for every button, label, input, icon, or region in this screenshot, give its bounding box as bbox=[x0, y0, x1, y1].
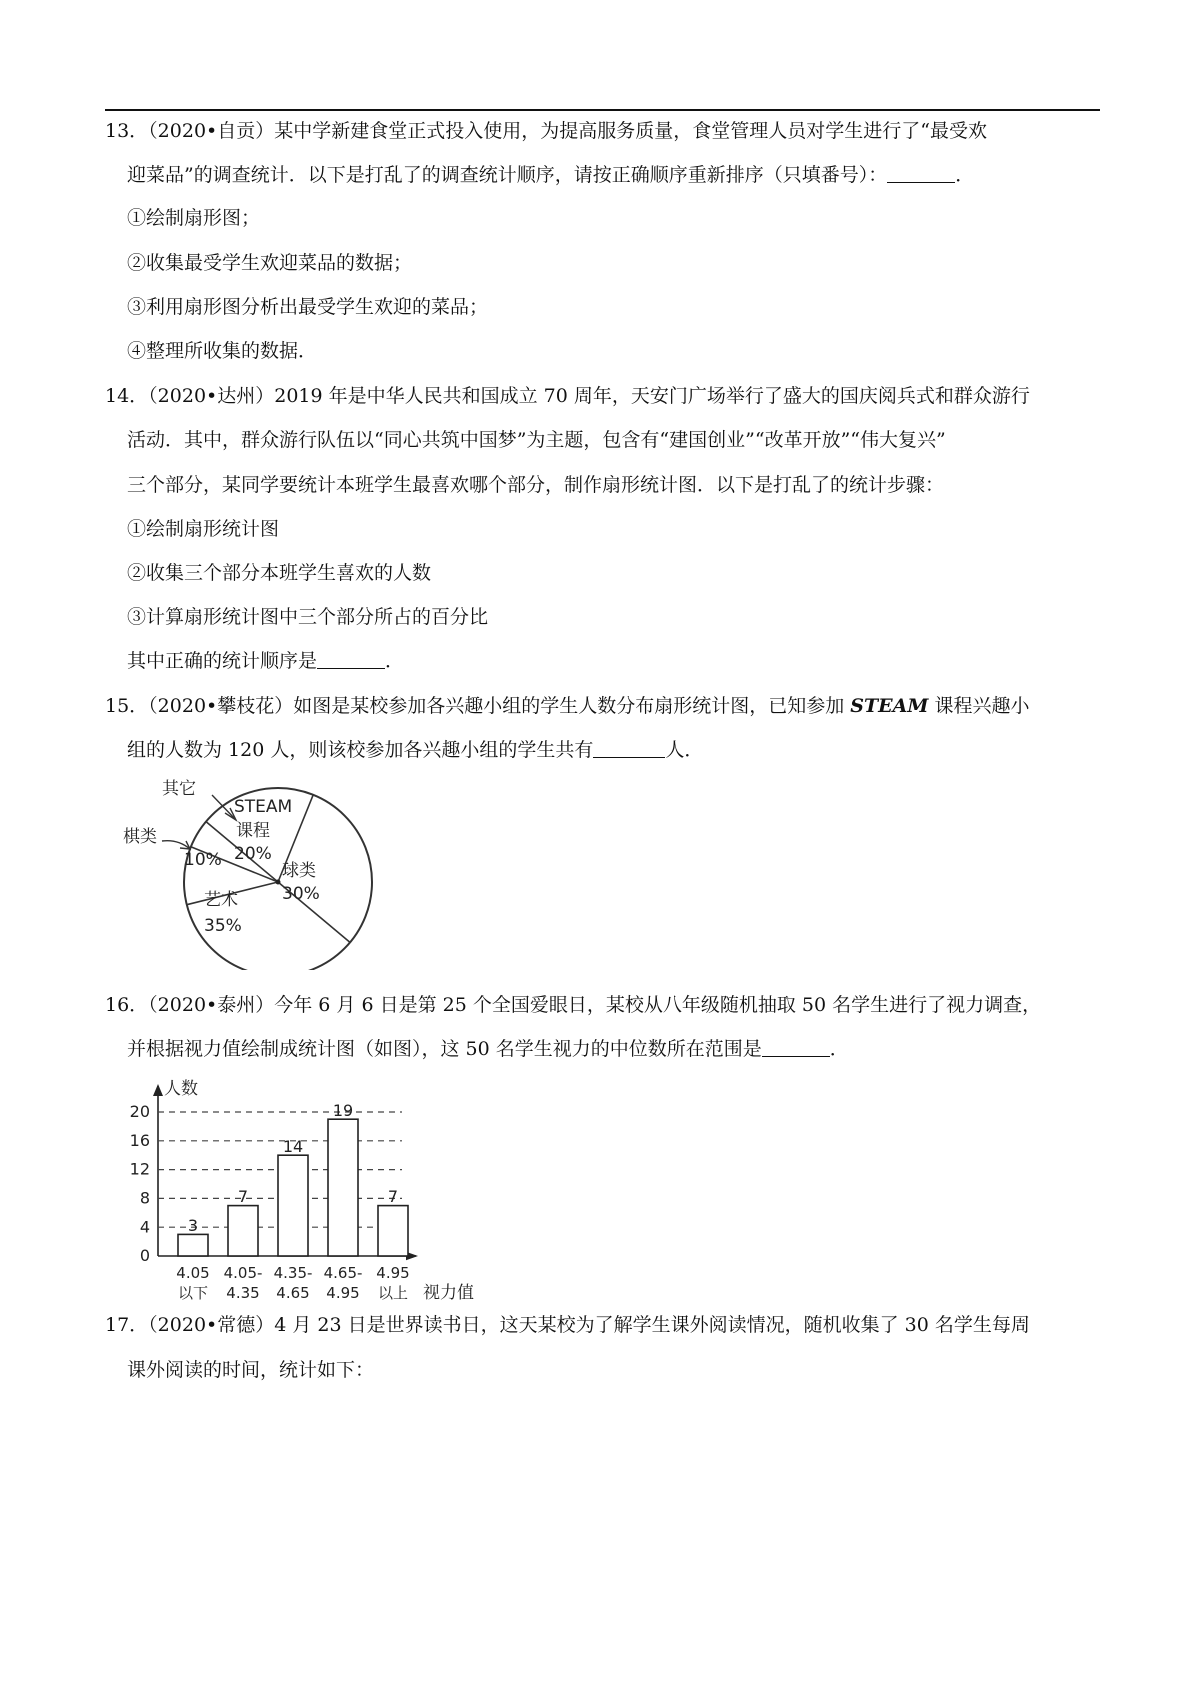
x-tick-label-3-0: 4.65- bbox=[323, 1264, 363, 1282]
q13-item-4: ④整理所收集的数据． bbox=[127, 340, 318, 362]
label-other: 其它 bbox=[162, 779, 196, 799]
pie-chart-figure bbox=[120, 765, 380, 970]
q14-line1: 14．（2020•达州）2019 年是中华人民共和国成立 70 周年，天安门广场举行了盛大的国庆阅兵式和群众游行 bbox=[105, 385, 1030, 407]
y-tick-label-20: 20 bbox=[129, 1102, 150, 1122]
answer-blank-14 bbox=[317, 650, 385, 669]
bar-4 bbox=[378, 1206, 408, 1256]
q13-line2 bbox=[127, 162, 974, 188]
label-chess: 棋类 bbox=[123, 827, 157, 847]
bar-1 bbox=[228, 1206, 258, 1256]
q17-line1: 17．（2020•常德）4 月 23 日是世界读书日，这天某校为了解学生课外阅读情况，随机收集了 30 名学生每周 bbox=[105, 1314, 1030, 1336]
x-tick-label-1-0: 4.05- bbox=[223, 1264, 263, 1282]
x-tick-label-0-1: 以下 bbox=[177, 1284, 209, 1302]
q15-line1-text: 15．（2020•攀枝花）如图是某校参加各兴趣小组的学生人数分布扇形统计图，已知参加 bbox=[105, 695, 851, 717]
bar-value-label-2: 14 bbox=[282, 1136, 304, 1156]
x-tick-label-2-0: 4.35- bbox=[273, 1264, 313, 1282]
q15-line1 bbox=[105, 693, 1029, 719]
bar-0 bbox=[178, 1234, 208, 1256]
bar-layer bbox=[130, 1084, 418, 1302]
x-tick-label-1-1: 4.35 bbox=[226, 1284, 260, 1302]
bar-value-label-3: 19 bbox=[332, 1100, 354, 1120]
q14-last-text: 其中正确的统计顺序是 bbox=[127, 650, 318, 672]
q14-item-1: ①绘制扇形统计图 bbox=[127, 518, 280, 540]
bar-chart bbox=[120, 1074, 540, 1310]
bar-value-label-1: 7 bbox=[237, 1187, 249, 1207]
q16-line2-end: ． bbox=[829, 1038, 849, 1060]
q15-line1-end: 课程兴趣小 bbox=[928, 695, 1030, 717]
q14-last-line bbox=[127, 648, 404, 674]
q16-line2 bbox=[127, 1036, 849, 1062]
q13-item-2: ②收集最受学生欢迎菜品的数据； bbox=[127, 252, 413, 274]
y-tick-label-12: 12 bbox=[129, 1159, 150, 1179]
label-steam-l2: 课程 bbox=[236, 821, 270, 841]
bar-3 bbox=[328, 1119, 358, 1256]
label-art-pct: 35% bbox=[204, 916, 242, 936]
y-tick-label-4: 4 bbox=[139, 1217, 150, 1237]
label-steam-pct: 20% bbox=[234, 844, 272, 864]
q15-line2 bbox=[127, 737, 703, 763]
pie-center-dot bbox=[276, 880, 281, 885]
x-axis-label: 视力值 bbox=[423, 1283, 474, 1303]
y-tick-label-8: 8 bbox=[139, 1188, 150, 1208]
q17-line2: 课外阅读的时间，统计如下： bbox=[127, 1359, 375, 1381]
bar-2 bbox=[278, 1155, 308, 1256]
y-axis-label: 人数 bbox=[164, 1079, 198, 1099]
x-tick-label-4-0: 4.95 bbox=[376, 1264, 410, 1282]
bar-chart-figure bbox=[120, 1074, 540, 1310]
q16-line1: 16．（2020•泰州）今年 6 月 6 日是第 25 个全国爱眼日，某校从八年级随机抽取 50 名学生进行了视力调查， bbox=[105, 994, 1042, 1016]
x-tick-label-4-1: 以上 bbox=[377, 1284, 409, 1302]
q15-line2-end: 人． bbox=[665, 739, 704, 761]
label-steam-l1: STEAM bbox=[234, 797, 293, 817]
y-axis-arrow bbox=[153, 1084, 163, 1096]
label-ball: 球类 bbox=[282, 861, 316, 881]
x-tick-label-2-1: 4.65 bbox=[276, 1284, 310, 1302]
bar-value-label-4: 7 bbox=[387, 1187, 399, 1207]
y-tick-label-0: 0 bbox=[139, 1246, 150, 1266]
q14-line2: 活动．其中，群众游行队伍以“同心共筑中国梦”为主题，包含有“建国创业”“改革开放”“伟大复兴” bbox=[127, 429, 946, 451]
y-tick-label-16: 16 bbox=[129, 1130, 150, 1150]
bar-value-label-0: 3 bbox=[187, 1216, 199, 1235]
q13-line1: 13．（2020•自贡）某中学新建食堂正式投入使用，为提高服务质量，食堂管理人员对学生进行了“最受欢 bbox=[105, 120, 987, 142]
q13-item-1: ①绘制扇形图； bbox=[127, 207, 261, 229]
q13-item-3: ③利用扇形图分析出最受学生欢迎的菜品； bbox=[127, 296, 489, 318]
q14-item-2: ②收集三个部分本班学生喜欢的人数 bbox=[127, 562, 432, 584]
q14-last-end: ． bbox=[385, 650, 405, 672]
label-ball-pct: 30% bbox=[282, 884, 320, 904]
q13-line2-end: ． bbox=[955, 164, 975, 186]
q15-line2-text: 组的人数为 120 人，则该校参加各兴趣小组的学生共有 bbox=[127, 739, 594, 761]
label-art: 艺术 bbox=[204, 890, 238, 910]
x-tick-label-3-1: 4.95 bbox=[326, 1284, 360, 1302]
answer-blank-15 bbox=[593, 739, 665, 758]
x-tick-label-0-0: 4.05 bbox=[176, 1264, 210, 1282]
q15-steam: STEAM bbox=[850, 695, 929, 717]
q14-item-3: ③计算扇形统计图中三个部分所占的百分比 bbox=[127, 606, 489, 628]
top-rule bbox=[105, 109, 1100, 111]
q13-line2-text: 迎菜品”的调查统计．以下是打乱了的调查统计顺序，请按正确顺序重新排序（只填番号）： bbox=[127, 164, 888, 186]
answer-blank-13 bbox=[887, 164, 955, 183]
q16-line2-text: 并根据视力值绘制成统计图（如图），这 50 名学生视力的中位数所在范围是 bbox=[127, 1038, 762, 1060]
pie-chart bbox=[120, 765, 380, 970]
q14-line3: 三个部分，某同学要统计本班学生最喜欢哪个部分，制作扇形统计图．以下是打乱了的统计步骤： bbox=[127, 474, 945, 496]
answer-blank-16 bbox=[762, 1038, 830, 1057]
label-chess-pct: 10% bbox=[184, 850, 222, 870]
